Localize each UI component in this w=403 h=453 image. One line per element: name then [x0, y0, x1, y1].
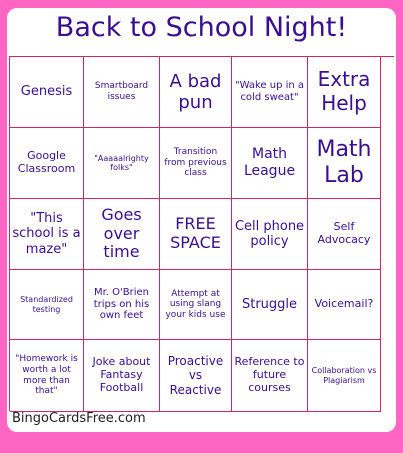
bingo-cell-r5-c5: Collaboration vs Plagiarism: [308, 340, 381, 412]
bingo-cell-r1-c2: Smartboard issues: [84, 57, 160, 128]
bingo-cell-r5-c4: Reference to future courses: [232, 340, 308, 412]
bingo-cell-r2-c3: Transition from previous class: [160, 128, 232, 199]
bingo-cell-r3-c5: Self Advocacy: [308, 199, 381, 270]
bingo-cell-r1-c4: "Wake up in a cold sweat": [232, 57, 308, 128]
bingo-card: [7, 8, 396, 432]
bingo-grid: [9, 56, 394, 411]
bingo-cell-r2-c2: "Aaaaalrighty folks": [84, 128, 160, 199]
bingo-cell-r2-c4: Math League: [232, 128, 308, 199]
card-title: Back to School Night!: [55, 12, 348, 43]
bingo-cell-r3-c4: Cell phone policy: [232, 199, 308, 270]
bingo-cell-r4-c4: Struggle: [232, 270, 308, 340]
bingo-cell-r3-c1: "This school is a maze": [10, 199, 84, 270]
bingo-cell-r3-c2: Goes over time: [84, 199, 160, 270]
bingo-cell-r1-c3: A bad pun: [160, 57, 232, 128]
bingo-cell-r5-c3: Proactive vs Reactive: [160, 340, 232, 412]
bingo-cell-r4-c2: Mr. O'Brien trips on his own feet: [84, 270, 160, 340]
bingo-cell-r4-c5: Voicemail?: [308, 270, 381, 340]
free-space-cell: FREE SPACE: [160, 199, 232, 270]
bingo-cell-r1-c5: Extra Help: [308, 57, 381, 128]
bingo-cell-r2-c1: Google Classroom: [10, 128, 84, 199]
bingo-cell-r4-c3: Attempt at using slang your kids use: [160, 270, 232, 340]
site-footer: BingoCardsFree.com: [12, 411, 146, 426]
bingo-cell-r4-c1: Standardized testing: [10, 270, 84, 340]
bingo-cell-r2-c5: Math Lab: [308, 128, 381, 199]
bingo-cell-r5-c1: "Homework is worth a lot more than that": [10, 340, 84, 412]
bingo-cell-r5-c2: Joke about Fantasy Football: [84, 340, 160, 412]
bingo-cell-r1-c1: Genesis: [10, 57, 84, 128]
